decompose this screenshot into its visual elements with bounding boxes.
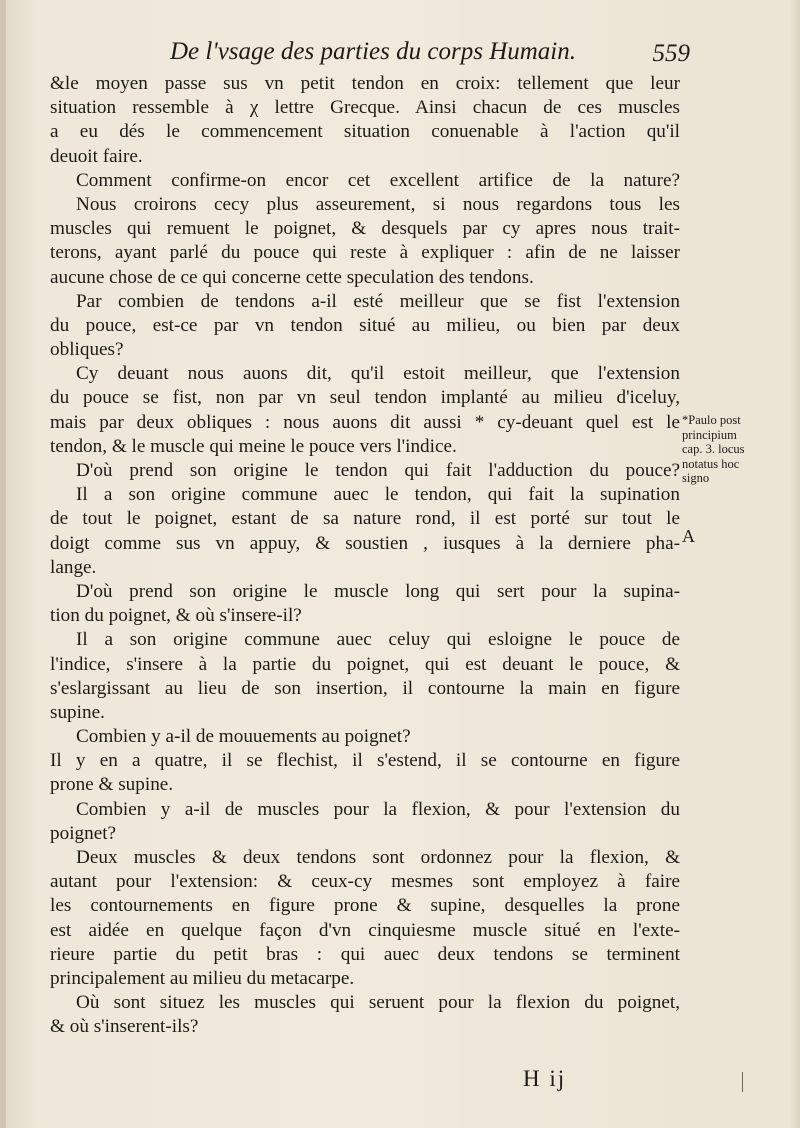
text-line: lange. bbox=[50, 556, 97, 578]
page-tick bbox=[742, 1072, 743, 1092]
text-line: terons, ayant parlé du pouce qui reste à expliquer : afin de ne laisser bbox=[50, 242, 680, 264]
text-line: Il a son origine commune auec celuy qui esloigne le pouce de bbox=[76, 629, 680, 651]
text-line: &le moyen passe sus vn petit tendon en croix: tellement que leur bbox=[50, 73, 680, 94]
text-line: est aidée en quelque façon d'vn cinquiesme muscle situé en l'exte- bbox=[50, 919, 680, 941]
page-edge bbox=[0, 0, 6, 1128]
text-line: du pouce, est-ce par vn tendon situé au milieu, ou bien par deux bbox=[50, 314, 680, 336]
text-line: D'où prend son origine le muscle long qui sert pour la supina- bbox=[76, 580, 680, 602]
text-line: obliques? bbox=[50, 339, 124, 361]
text-line: aucune chose de ce qui concerne cette speculation des tendons. bbox=[50, 266, 534, 288]
text-line: Deux muscles & deux tendons sont ordonnez pour la flexion, & bbox=[76, 847, 680, 868]
text-line: Il a son origine commune auec le tendon, qui fait la supination bbox=[76, 484, 680, 506]
margin-note-line: notatus hoc bbox=[682, 456, 740, 471]
text-line: doigt comme sus vn appuy, & soustien , iusques à la derniere pha- bbox=[50, 532, 680, 554]
text-line: autant pour l'extension: & ceux-cy mesmes sont employez à faire bbox=[50, 871, 680, 893]
text-line: Cy deuant nous auons dit, qu'il estoit meilleur, que l'extension bbox=[76, 363, 680, 385]
text-line: tion du poignet, & où s'insere-il? bbox=[50, 605, 302, 627]
text-line: supine. bbox=[50, 701, 105, 723]
margin-mark: A bbox=[682, 526, 695, 546]
text-line: Il y en a quatre, il se flechist, il s'estend, il se contourne en figure bbox=[50, 750, 680, 772]
text-line: a eu dés le commencement situation conuenable à l'action qu'il bbox=[50, 121, 680, 143]
text-line: situation ressemble à χ lettre Grecque. Ainsi chacun de ces muscles bbox=[50, 97, 680, 119]
margin-note bbox=[682, 413, 794, 486]
margin-note-line: cap. 3. locus bbox=[682, 442, 745, 456]
text-line: l'indice, s'insere à la partie du poignet, qui est deuant le pouce, & bbox=[50, 653, 680, 675]
page-header bbox=[170, 38, 690, 72]
text-line: & où s'inserent-ils? bbox=[50, 1016, 199, 1038]
signature-mark: H ij bbox=[523, 1066, 567, 1091]
text-line: muscles qui remuent le poignet, & desquels par cy apres nous trait- bbox=[50, 218, 680, 240]
text-line: D'où prend son origine le tendon qui fait l'adduction du pouce? bbox=[76, 460, 680, 481]
text-line: prone & supine. bbox=[50, 774, 174, 796]
text-line: Par combien de tendons a-il esté meilleur que se fist l'extension bbox=[76, 290, 680, 312]
margin-note-line: principium bbox=[682, 427, 737, 442]
text-line: rieure partie du petit bras : qui auec deux tendons se terminent bbox=[50, 943, 680, 965]
text-line: Nous croirons cecy plus asseurement, si nous regardons tous les bbox=[76, 193, 680, 215]
margin-note-line: signo bbox=[682, 471, 710, 485]
text-line: Comment confirme-on encor cet excellent artifice de la nature? bbox=[76, 169, 680, 191]
text-line: de tout le poignet, estant de sa nature rond, il est porté sur tout le bbox=[50, 508, 680, 530]
text-line: poignet? bbox=[50, 822, 117, 844]
running-title: De l'vsage des parties du corps Humain. bbox=[170, 38, 576, 65]
text-line: Où sont situez les muscles qui seruent pour la flexion du poignet, bbox=[76, 992, 680, 1014]
text-line: tendon, & le muscle qui meine le pouce vers l'indice. bbox=[50, 435, 457, 457]
text-line: les contournements en figure prone & supine, desquelles la prone bbox=[50, 895, 680, 917]
text-line: principalement au milieu du metacarpe. bbox=[50, 967, 355, 989]
text-line: du pouce se fist, non par vn seul tendon implanté au milieu d'iceluy, bbox=[50, 387, 680, 409]
text-line: Combien y a-il de muscles pour la flexion, & pour l'extension du bbox=[76, 798, 680, 820]
text-line: Combien y a-il de mouuements au poignet? bbox=[76, 726, 411, 748]
text-line: s'eslargissant au lieu de son insertion, il contourne la main en figure bbox=[50, 677, 680, 699]
text-line: mais par deux obliques : nous auons dit aussi * cy-deuant quel est le bbox=[50, 411, 680, 433]
margin-note-line: *Paulo post bbox=[682, 413, 741, 427]
body-text bbox=[50, 72, 680, 1040]
text-line: deuoit faire. bbox=[50, 145, 143, 167]
page-number: 559 bbox=[652, 40, 690, 67]
